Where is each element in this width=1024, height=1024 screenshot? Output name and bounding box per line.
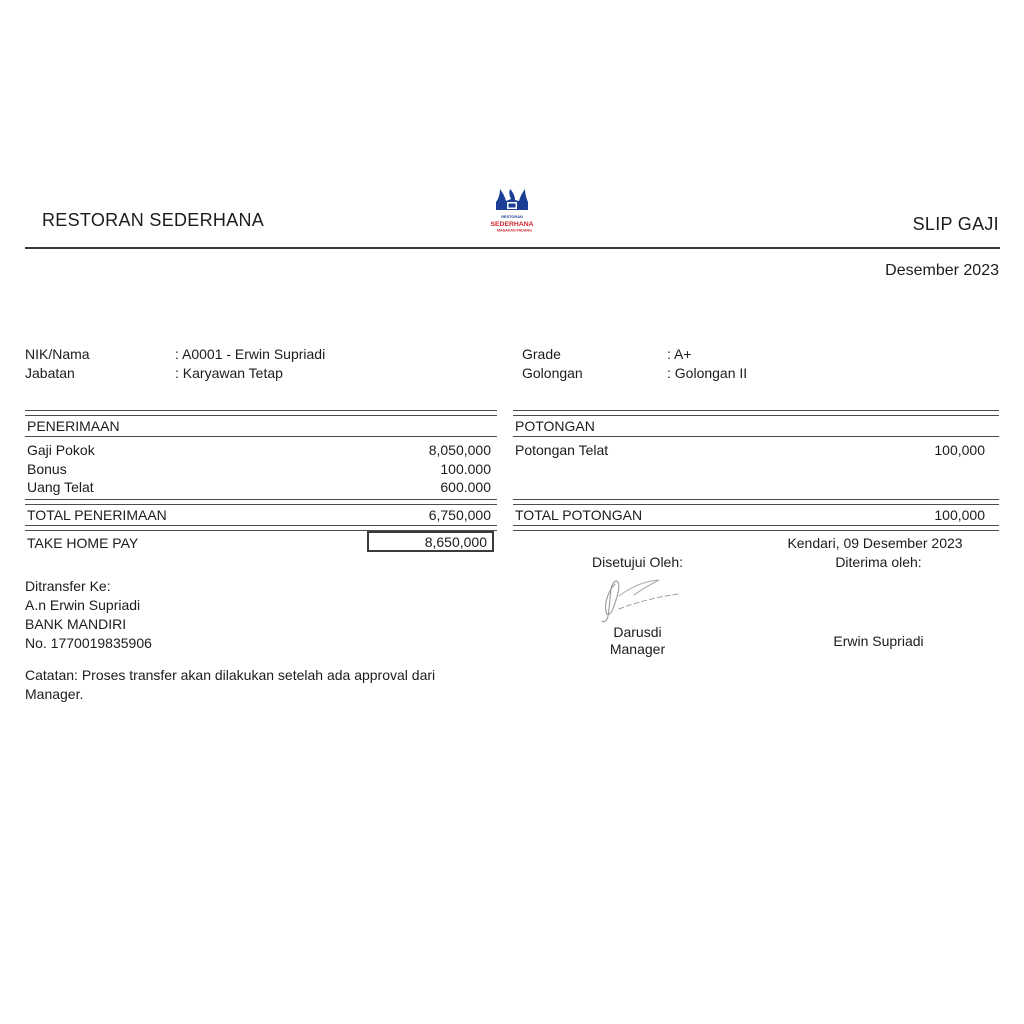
take-home-pay-amount: 8,650,000 [424,533,487,550]
transfer-account-number: No. 1770019835906 [25,635,152,651]
deductions-bottom-rule [513,525,999,531]
info-row-golongan [522,364,747,383]
received-by-caption: Diterima oleh: [835,554,922,570]
logo-text-restoran: RESTORAN [501,214,523,219]
header-divider [25,247,1000,249]
grade-value: : A+ [667,346,692,362]
transfer-note: Catatan: Proses transfer akan dilakukan setelah ada approval dari Manager. [25,667,436,702]
logo-text-sederhana: SEDERHANA [490,220,534,228]
deductions-body [513,437,999,499]
earnings-table [25,410,497,531]
earnings-item-amount: 8,050,000 [428,442,491,458]
employee-info-right [522,345,747,382]
jabatan-value: : Karyawan Tetap [175,364,283,381]
minangkabau-roof-icon [495,188,529,214]
transfer-heading: Ditransfer Ke: [25,578,111,594]
nik-nama-value: : A0001 - Erwin Supriadi [175,346,326,362]
earnings-item-label: Bonus [27,460,67,477]
received-by-name: Erwin Supriadi [833,633,924,649]
earnings-body [25,437,497,499]
signature-icon [583,572,693,624]
earnings-item-label: Uang Telat [27,479,94,495]
approved-by-caption: Disetujui Oleh: [591,554,684,570]
received-by-block [790,554,967,649]
employee-info-left [25,345,325,382]
transfer-account-name: A.n Erwin Supriadi [25,597,141,613]
earnings-item-amount: 600.000 [440,479,491,495]
earnings-total-amount: 6,750,000 [428,507,491,523]
take-home-pay-box [367,531,494,552]
info-row-grade [522,345,747,364]
grade-label: Grade [522,346,561,362]
transfer-bank: BANK MANDIRI [25,616,127,632]
pay-period: Desember 2023 [885,262,999,279]
deductions-item-amount: 100,000 [934,442,985,458]
earnings-item-label: Gaji Pokok [27,442,95,458]
transfer-info [25,577,152,653]
deductions-total-amount: 100,000 [934,507,985,523]
earnings-total-row [25,505,497,525]
approved-by-name: Darusdi [613,624,662,640]
deductions-table [513,410,999,531]
earnings-total-label: TOTAL PENERIMAAN [27,507,167,523]
golongan-value: : Golongan II [667,364,748,381]
golongan-label: Golongan [522,364,583,381]
deductions-item-label: Potongan Telat [515,442,609,458]
info-row-nik-nama [25,345,325,364]
earnings-row-uang-telat [25,478,497,497]
earnings-row-gaji-pokok [25,441,497,460]
approved-by-block [560,554,715,659]
deductions-row-potongan-telat [513,441,999,460]
logo-text-masakan-padang: MASAKAN PADANG [497,228,532,233]
take-home-pay-label: TAKE HOME PAY [27,535,139,551]
deductions-total-row [513,505,999,525]
info-row-jabatan [25,364,325,383]
approved-by-title: Manager [609,641,666,657]
earnings-item-amount: 100.000 [440,460,491,477]
deductions-total-label: TOTAL POTONGAN [515,507,643,523]
place-date: Kendari, 09 Desember 2023 [787,535,963,551]
company-logo [479,188,545,235]
deductions-header: POTONGAN [515,418,595,434]
earnings-header: PENERIMAAN [27,418,120,434]
company-name: RESTORAN SEDERHANA [42,210,265,230]
nik-nama-label: NIK/Nama [25,346,90,362]
document-title: SLIP GAJI [912,214,999,234]
jabatan-label: Jabatan [25,364,75,381]
earnings-row-bonus [25,460,497,479]
